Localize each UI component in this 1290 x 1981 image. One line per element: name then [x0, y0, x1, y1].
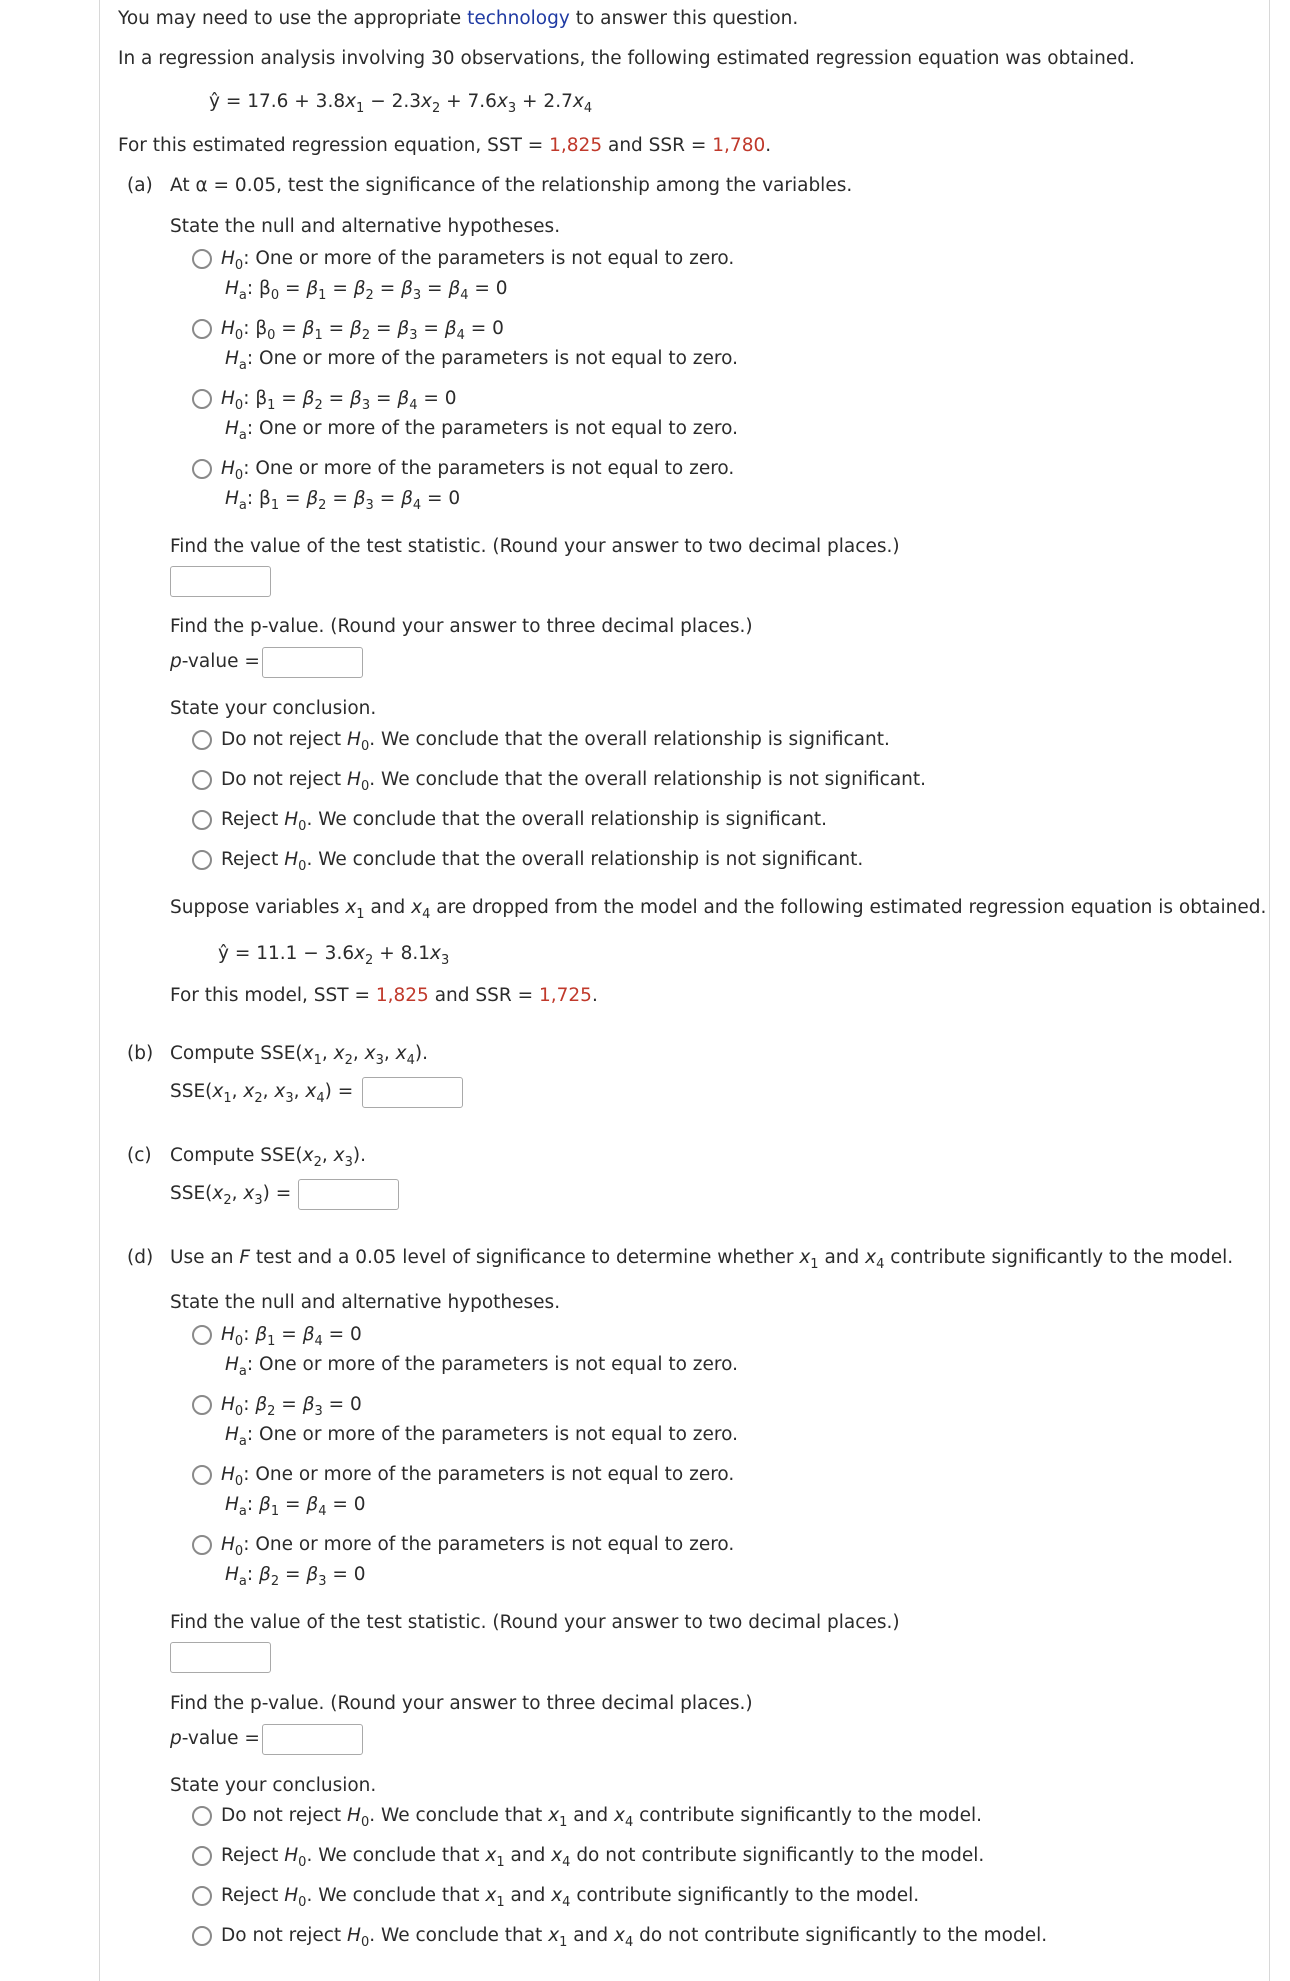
- d-conclusion-option-1-radio[interactable]: [192, 1806, 212, 1826]
- d-opt3-ha: $H_a$: $\beta_1 = \beta_4 = 0$: [225, 1494, 366, 1519]
- d-conclusion-option-3-radio[interactable]: [192, 1886, 212, 1906]
- a-p-value-label: p-value =: [170, 651, 260, 672]
- part-c-question: Compute $SSE(x_2$, $x_3$).: [170, 1145, 366, 1170]
- a-opt3-h0: $H_0$: $\beta_1 = \beta_2 = \beta_3 = \beta_4 = 0$: [221, 388, 457, 413]
- d-find-test-statistic: Find the value of the test statistic. (Round your answer to two decimal places.): [170, 1612, 900, 1633]
- intro-text: You may need to use the appropriate technology to answer this question.: [118, 8, 799, 29]
- d-find-p-value: Find the p-value. (Round your answer to three decimal places.): [170, 1693, 753, 1714]
- d-p-value-label: p-value =: [170, 1728, 260, 1749]
- a-opt4-ha: $H_a$: $\beta_1 = \beta_2 = \beta_3 = \beta_4 = 0$: [225, 488, 461, 513]
- a-conclusion-option-1: Do not reject $H_0$. We conclude that the overall relationship is significant.: [221, 729, 890, 754]
- a-conclusion-option-2: Do not reject $H_0$. We conclude that the overall relationship is not significant.: [221, 769, 927, 794]
- a-hypothesis-option-2-radio[interactable]: [192, 319, 212, 339]
- b-sse-full-input[interactable]: [362, 1077, 463, 1108]
- part-d-label: (d): [127, 1247, 154, 1268]
- a-hypothesis-option-3-radio[interactable]: [192, 389, 212, 409]
- sst-ssr-1: For this estimated regression equation, SST = 1,825 and SSR = 1,780.: [118, 135, 772, 156]
- d-opt2-h0: $H_0$: $\beta_2 = \beta_3 = 0$: [221, 1394, 362, 1419]
- a-opt1-ha: $H_a$: $\beta_0 = \beta_1 = \beta_2 = \beta_3 = \beta_4 = 0$: [225, 278, 508, 303]
- a-p-value-input[interactable]: [262, 647, 363, 678]
- a-find-test-statistic: Find the value of the test statistic. (Round your answer to two decimal places.): [170, 536, 900, 557]
- a-conclusion-option-4: Reject $H_0$. We conclude that the overall relationship is not significant.: [221, 849, 864, 874]
- a-conclusion-option-4-radio[interactable]: [192, 850, 212, 870]
- suppose-text: Suppose variables $x_1$ and $x_4$ are dropped from the model and the following estimated regression equation is obtained.: [170, 897, 1267, 922]
- part-a-question: At α = 0.05, test the significance of the relationship among the variables.: [170, 175, 853, 196]
- d-state-hypotheses: State the null and alternative hypotheses.: [170, 1292, 561, 1313]
- d-state-conclusion: State your conclusion.: [170, 1775, 377, 1796]
- d-hypothesis-option-3-radio[interactable]: [192, 1465, 212, 1485]
- a-hypothesis-option-1-radio[interactable]: [192, 249, 212, 269]
- part-b-label: (b): [127, 1043, 154, 1064]
- d-opt3-h0: $H_0$: One or more of the parameters is not equal to zero.: [221, 1464, 735, 1489]
- part-c-label: (c): [127, 1145, 152, 1166]
- d-opt4-ha: $H_a$: $\beta_2 = \beta_3 = 0$: [225, 1564, 366, 1589]
- regression-equation-2: ŷ = $11.1 - 3.6x_2 + 8.1x_3$: [218, 943, 450, 968]
- part-a-state-hypotheses: State the null and alternative hypotheses.: [170, 216, 561, 237]
- d-conclusion-option-4: Do not reject $H_0$. We conclude that $x_1$ and $x_4$ do not contribute significantly to the model.: [221, 1925, 1048, 1950]
- d-conclusion-option-2-radio[interactable]: [192, 1846, 212, 1866]
- a-hypothesis-option-4-radio[interactable]: [192, 459, 212, 479]
- d-test-statistic-input[interactable]: [170, 1642, 271, 1673]
- regression-equation-1: ŷ = $17.6 + 3.8x_1 - 2.3x_2 + 7.6x_3 + 2.7x_4$: [209, 91, 593, 116]
- a-opt2-ha: $H_a$: One or more of the parameters is not equal to zero.: [225, 348, 738, 373]
- part-a-label: (a): [127, 175, 153, 196]
- d-conclusion-option-4-radio[interactable]: [192, 1926, 212, 1946]
- d-conclusion-option-2: Reject $H_0$. We conclude that $x_1$ and $x_4$ do not contribute significantly to the model.: [221, 1845, 985, 1870]
- part-c-field-label: $SSE(x_2$, $x_3$) =: [170, 1183, 292, 1208]
- part-d-question: Use an F test and a 0.05 level of significance to determine whether $x_1$ and $x_4$ contribute significantly to the model.: [170, 1247, 1234, 1272]
- d-hypothesis-option-2-radio[interactable]: [192, 1395, 212, 1415]
- a-conclusion-option-1-radio[interactable]: [192, 730, 212, 750]
- d-opt4-h0: $H_0$: One or more of the parameters is not equal to zero.: [221, 1534, 735, 1559]
- d-opt2-ha: $H_a$: One or more of the parameters is not equal to zero.: [225, 1424, 738, 1449]
- part-b-question: Compute $SSE(x_1$, $x_2$, $x_3$, $x_4$).: [170, 1043, 428, 1068]
- a-test-statistic-input[interactable]: [170, 566, 271, 597]
- d-p-value-input[interactable]: [262, 1724, 363, 1755]
- technology-link[interactable]: technology: [467, 8, 570, 29]
- a-opt3-ha: $H_a$: One or more of the parameters is not equal to zero.: [225, 418, 738, 443]
- a-conclusion-option-3: Reject $H_0$. We conclude that the overall relationship is significant.: [221, 809, 828, 834]
- d-hypothesis-option-4-radio[interactable]: [192, 1535, 212, 1555]
- d-hypothesis-option-1-radio[interactable]: [192, 1325, 212, 1345]
- a-opt4-h0: $H_0$: One or more of the parameters is not equal to zero.: [221, 458, 735, 483]
- setup-text: In a regression analysis involving 30 observations, the following estimated regression equation was obtained.: [118, 48, 1135, 69]
- a-find-p-value: Find the p-value. (Round your answer to three decimal places.): [170, 616, 753, 637]
- part-b-field-label: $SSE(x_1$, $x_2$, $x_3$, $x_4$) =: [170, 1081, 354, 1106]
- a-conclusion-option-2-radio[interactable]: [192, 770, 212, 790]
- d-opt1-h0: $H_0$: $\beta_1 = \beta_4 = 0$: [221, 1324, 362, 1349]
- a-conclusion-option-3-radio[interactable]: [192, 810, 212, 830]
- c-sse-reduced-input[interactable]: [298, 1179, 399, 1210]
- sst-ssr-2: For this model, SST = 1,825 and SSR = 1,725.: [170, 985, 598, 1006]
- d-opt1-ha: $H_a$: One or more of the parameters is not equal to zero.: [225, 1354, 738, 1379]
- a-state-conclusion: State your conclusion.: [170, 698, 377, 719]
- a-opt1-h0: $H_0$: One or more of the parameters is not equal to zero.: [221, 248, 735, 273]
- d-conclusion-option-1: Do not reject $H_0$. We conclude that $x_1$ and $x_4$ contribute significantly to the model.: [221, 1805, 982, 1830]
- a-opt2-h0: $H_0$: $\beta_0 = \beta_1 = \beta_2 = \beta_3 = \beta_4 = 0$: [221, 318, 504, 343]
- d-conclusion-option-3: Reject $H_0$. We conclude that $x_1$ and $x_4$ contribute significantly to the model.: [221, 1885, 920, 1910]
